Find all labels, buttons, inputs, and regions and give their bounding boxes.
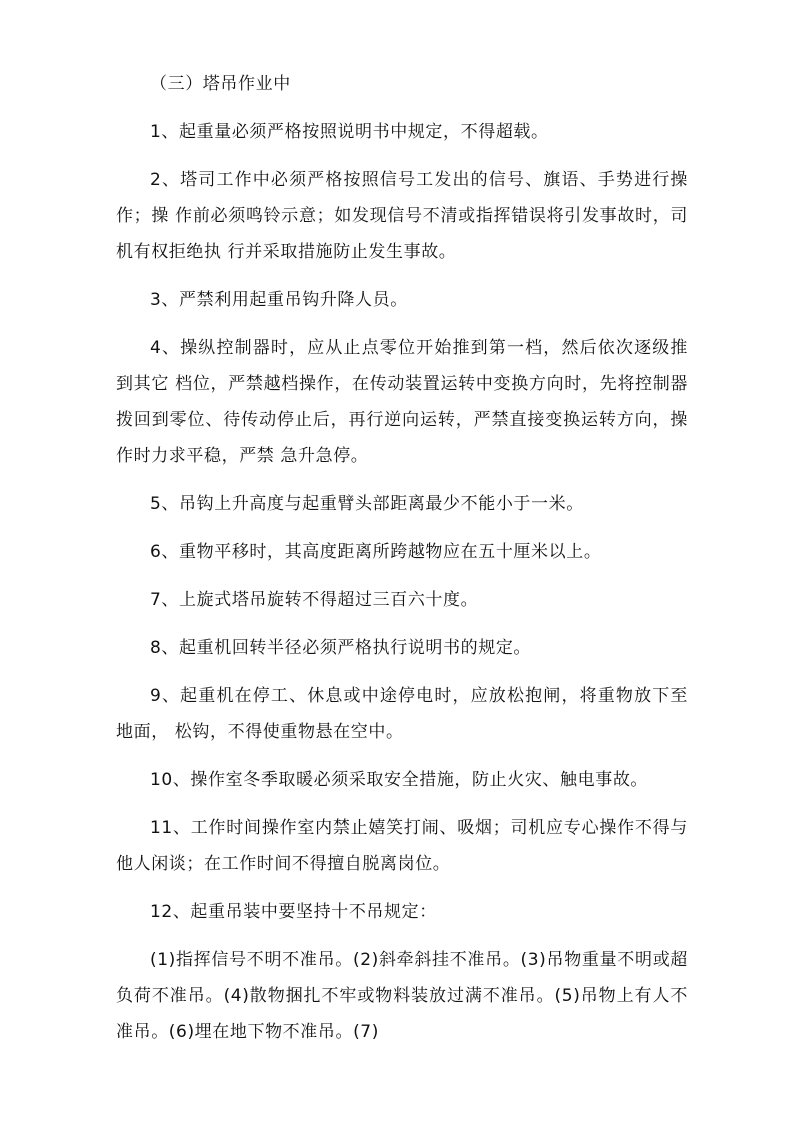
paragraph-9: 9、起重机在停工、休息或中途停电时，应放松抱闸，将重物放下至地面， 松钩，不得使重物悬在空中。 [116, 686, 688, 742]
paragraph-12: 12、起重吊装中要坚持十不吊规定： [150, 902, 437, 922]
document-body [116, 66, 688, 1050]
paragraph-8: 8、起重机回转半径必须严格执行说明书的规定。 [150, 638, 532, 658]
paragraph-5: 5、吊钩上升高度与起重臂头部距离最少不能小于一米。 [150, 494, 584, 514]
paragraph-4: 4、操纵控制器时，应从止点零位开始推到第一档，然后依次逐级推到其它 档位，严禁越档操作，在传动装置运转中变换方向时，先将控制器拨回到零位、待传动停止后，再行逆向运转，严禁直接变换运转方向，操作时力求平稳，严禁 急升急停。 [116, 338, 688, 466]
paragraph-11: 11、工作时间操作室内禁止嬉笑打闹、吸烟；司机应专心操作不得与他人闲谈；在工作时间不得擅自脱离岗位。 [116, 818, 688, 874]
paragraph-6: 6、重物平移时，其高度距离所跨越物应在五十厘米以上。 [150, 542, 602, 562]
paragraph-2: 2、塔司工作中必须严格按照信号工发出的信号、旗语、手势进行操作；操 作前必须鸣铃示意；如发现信号不清或指挥错误将引发事故时，司机有权拒绝执 行并采取措施防止发生事故。 [116, 170, 688, 262]
paragraph-13: (1)指挥信号不明不准吊。(2)斜牵斜挂不准吊。(3)吊物重量不明或超 负荷不准吊。(4)散物捆扎不牢或物料装放过满不准吊。(5)吊物上有人不准吊。(6)埋在地下物不准吊。(7) [116, 950, 688, 1042]
paragraph-1: 1、起重量必须严格按照说明书中规定，不得超载。 [150, 122, 549, 142]
paragraph-10: 10、操作室冬季取暖必须采取安全措施，防止火灾、触电事故。 [150, 770, 649, 790]
section-heading: （三）塔吊作业中 [150, 74, 291, 94]
paragraph-7: 7、上旋式塔吊旋转不得超过三百六十度。 [150, 590, 479, 610]
paragraph-3: 3、严禁利用起重吊钩升降人员。 [150, 290, 408, 310]
